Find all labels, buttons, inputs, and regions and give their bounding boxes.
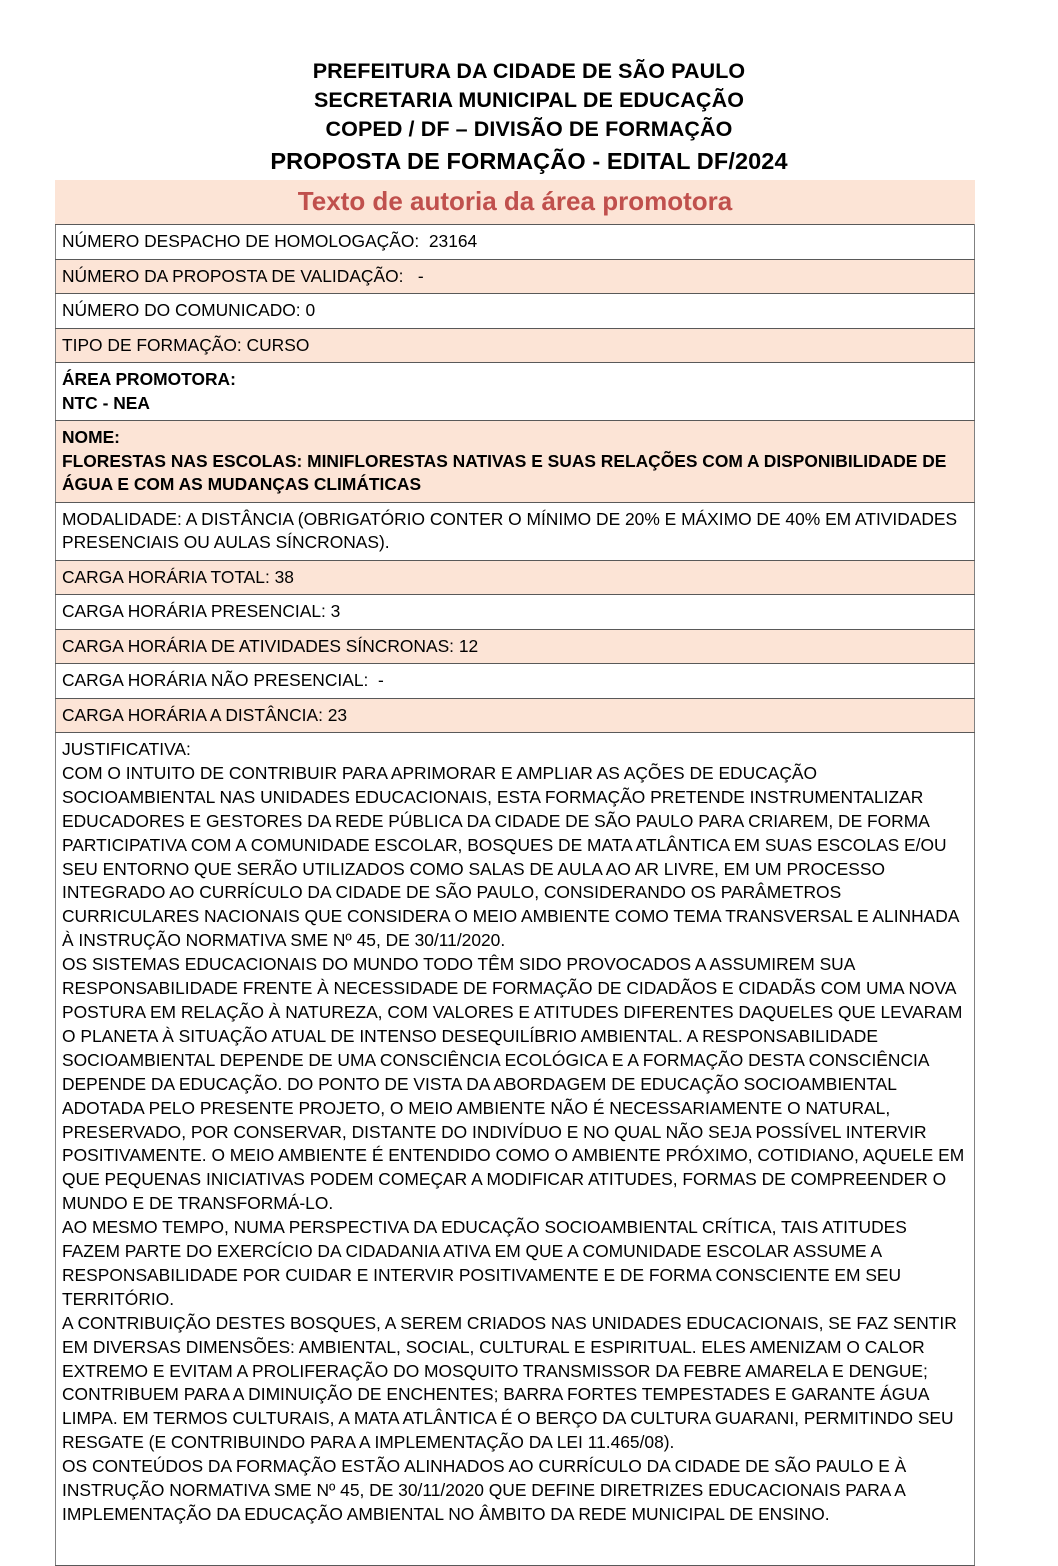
- area-promotora-line-1: ÁREA PROMOTORA:: [62, 369, 236, 389]
- table-cell-carga-horaria-a-distancia: [56, 698, 975, 733]
- table-row: [56, 560, 975, 595]
- table-row: [56, 502, 975, 560]
- table-cell-carga-horaria-total: [56, 560, 975, 595]
- nome-da-formacao-line-1: NOME:: [62, 427, 120, 447]
- table-row: [56, 259, 975, 294]
- table-row: [56, 733, 975, 1566]
- table-cell-carga-horaria-atividades-sincronas: [56, 629, 975, 664]
- table-row: [56, 595, 975, 630]
- justificativa-line-6: OS CONTEÚDOS DA FORMAÇÃO ESTÃO ALINHADOS AO CURRÍCULO DA CIDADE DE SÃO PAULO E À INSTRUÇÃO NORMATIVA SME Nº 45, DE 30/11/2020 QUE DEFINE DIRETRIZES EDUCACIONAIS PARA A IMPLEMENTAÇÃO DA EDUCAÇÃO AMBIENTAL NO ÂMBITO DA REDE MUNICIPAL DE ENSINO.: [62, 1456, 912, 1524]
- table-cell-justificativa: [56, 733, 975, 1566]
- justificativa-line-2: COM O INTUITO DE CONTRIBUIR PARA APRIMORAR E AMPLIAR AS AÇÕES DE EDUCAÇÃO SOCIOAMBIENTAL NAS UNIDADES EDUCACIONAIS, ESTA FORMAÇÃO PRETENDE INSTRUMENTALIZAR EDUCADORES E GESTORES DA REDE PÚBLICA DA CIDADE DE SÃO PAULO PARA CRIAREM, DE FORMA PARTICIPATIVA COM A COMUNIDADE ESCOLAR, BOSQUES DE MATA ATLÂNTICA EM SUAS ESCOLAS E/OU SEU ENTORNO QUE SERÃO UTILIZADOS COMO SALAS DE AULA AO AR LIVRE, EM UM PROCESSO INTEGRADO AO CURRÍCULO DA CIDADE DE SÃO PAULO, CONSIDERANDO OS PARÂMETROS CURRICULARES NACIONAIS QUE CONSIDERA O MEIO AMBIENTE COMO TEMA TRANSVERSAL E ALINHADA À INSTRUÇÃO NORMATIVA SME Nº 45, DE 30/11/2020.: [62, 762, 964, 951]
- carga-horaria-nao-presencial-line-1: CARGA HORÁRIA NÃO PRESENCIAL: -: [62, 670, 384, 690]
- banner-texto-autoria: Texto de autoria da área promotora: [55, 180, 975, 224]
- table-row: [56, 421, 975, 503]
- table-row: [56, 698, 975, 733]
- nome-da-formacao-line-2: FLORESTAS NAS ESCOLAS: MINIFLORESTAS NATIVAS E SUAS RELAÇÕES COM A DISPONIBILIDADE DE ÁGUA E COM AS MUDANÇAS CLIMÁTICAS: [62, 450, 952, 494]
- numero-despacho-homologacao-line-1: NÚMERO DESPACHO DE HOMOLOGAÇÃO: 23164: [62, 231, 478, 251]
- table-cell-numero-comunicado: [56, 294, 975, 329]
- table-cell-area-promotora: [56, 363, 975, 421]
- table-cell-tipo-de-formacao: [56, 328, 975, 363]
- table-cell-numero-proposta-validacao: [56, 259, 975, 294]
- table-cell-numero-despacho-homologacao: [56, 225, 975, 260]
- justificativa-line-4: AO MESMO TEMPO, NUMA PERSPECTIVA DA EDUCAÇÃO SOCIOAMBIENTAL CRÍTICA, TAIS ATITUDES FAZEM PARTE DO EXERCÍCIO DA CIDADANIA ATIVA EM QUE A COMUNIDADE ESCOLAR ASSUME A RESPONSABILIDADE POR CUIDAR E INTERVIR POSITIVAMENTE E DE FORMA CONSCIENTE EM SEU TERRITÓRIO.: [62, 1217, 912, 1309]
- tipo-de-formacao-line-1: TIPO DE FORMAÇÃO: CURSO: [62, 334, 310, 355]
- carga-horaria-total-line-1: CARGA HORÁRIA TOTAL: 38: [62, 566, 294, 587]
- carga-horaria-a-distancia-line-1: CARGA HORÁRIA A DISTÂNCIA: 23: [62, 704, 348, 725]
- header-line-proposta: PROPOSTA DE FORMAÇÃO - EDITAL DF/2024: [270, 148, 788, 174]
- table-cell-carga-horaria-nao-presencial: [56, 664, 975, 699]
- table-row: [56, 363, 975, 421]
- table-cell-modalidade: [56, 502, 975, 560]
- table-row: [56, 664, 975, 699]
- table-row: [56, 225, 975, 260]
- header-line-secretaria: SECRETARIA MUNICIPAL DE EDUCAÇÃO: [313, 88, 745, 112]
- proposta-info-table: [55, 224, 975, 1566]
- document-header: [0, 0, 1058, 178]
- table-body: [56, 225, 975, 1566]
- carga-horaria-presencial-line-1: CARGA HORÁRIA PRESENCIAL: 3: [62, 601, 341, 621]
- carga-horaria-atividades-sincronas-line-1: CARGA HORÁRIA DE ATIVIDADES SÍNCRONAS: 12: [62, 635, 479, 656]
- table-cell-nome-da-formacao: [56, 421, 975, 503]
- table-row: [56, 328, 975, 363]
- modalidade-line-1: MODALIDADE: A DISTÂNCIA (OBRIGATÓRIO CONTER O MÍNIMO DE 20% E MÁXIMO DE 40% EM ATIVIDADES PRESENCIAIS OU AULAS SÍNCRONAS).: [62, 508, 962, 552]
- justificativa-line-3: OS SISTEMAS EDUCACIONAIS DO MUNDO TODO TÊM SIDO PROVOCADOS A ASSUMIREM SUA RESPONSABILIDADE FRENTE À NECESSIDADE DE FORMAÇÃO DE CIDADÃOS E CIDADÃS COM UMA NOVA POSTURA EM RELAÇÃO À NATUREZA, COM VALORES E ATITUDES DIFERENTES DAQUELES QUE LEVARAM O PLANETA À SITUAÇÃO ATUAL DE INTENSO DESEQUILÍBRIO AMBIENTAL. A RESPONSABILIDADE SOCIOAMBIENTAL DEPENDE DE UMA CONSCIÊNCIA ECOLÓGICA E A FORMAÇÃO DESTA CONSCIÊNCIA DEPENDE DA EDUCAÇÃO. DO PONTO DE VISTA DA ABORDAGEM DE EDUCAÇÃO SOCIOAMBIENTAL ADOTADA PELO PRESENTE PROJETO, O MEIO AMBIENTE NÃO É NECESSARIAMENTE O NATURAL, PRESERVADO, POR CONSERVAR, DISTANTE DO INDIVÍDUO E NO QUAL NÃO SEJA POSSÍVEL INTERVIR POSITIVAMENTE. O MEIO AMBIENTE É ENTENDIDO COMO O AMBIENTE PRÓXIMO, COTIDIANO, AQUELE EM QUE PEQUENAS INICIATIVAS PODEM COMEÇAR A MODIFICAR ATITUDES, FORMAS DE COMPREENDER O MUNDO E DE TRANSFORMÁ-LO.: [62, 954, 970, 1214]
- numero-comunicado-line-1: NÚMERO DO COMUNICADO: 0: [62, 300, 316, 320]
- table-row: [56, 629, 975, 664]
- table-cell-carga-horaria-presencial: [56, 595, 975, 630]
- header-line-coped: COPED / DF – DIVISÃO DE FORMAÇÃO: [325, 117, 733, 141]
- justificativa-line-5: A CONTRIBUIÇÃO DESTES BOSQUES, A SEREM CRIADOS NAS UNIDADES EDUCACIONAIS, SE FAZ SENTIR EM DIVERSAS DIMENSÕES: AMBIENTAL, SOCIAL, CULTURAL E ESPIRITUAL. ELES AMENIZAM O CALOR EXTREMO E EVITAM A PROLIFERAÇÃO DO MOSQUITO TRANSMISSOR DA FEBRE AMARELA E DENGUE; CONTRIBUEM PARA A DIMINUIÇÃO DE ENCHENTES; BARRA FORTES TEMPESTADES E GARANTE ÁGUA LIMPA. EM TERMOS CULTURAIS, A MATA ATLÂNTICA É O BERÇO DA CULTURA GUARANI, PERMITINDO SEU RESGATE (E CONTRIBUINDO PARA A IMPLEMENTAÇÃO DA LEI 11.465/08).: [62, 1312, 962, 1453]
- header-line-prefeitura: PREFEITURA DA CIDADE DE SÃO PAULO: [312, 59, 746, 83]
- numero-proposta-validacao-line-1: NÚMERO DA PROPOSTA DE VALIDAÇÃO: -: [62, 265, 424, 286]
- area-promotora-line-2: NTC - NEA: [62, 392, 150, 413]
- table-row: [56, 294, 975, 329]
- justificativa-line-1: JUSTIFICATIVA:: [62, 739, 191, 759]
